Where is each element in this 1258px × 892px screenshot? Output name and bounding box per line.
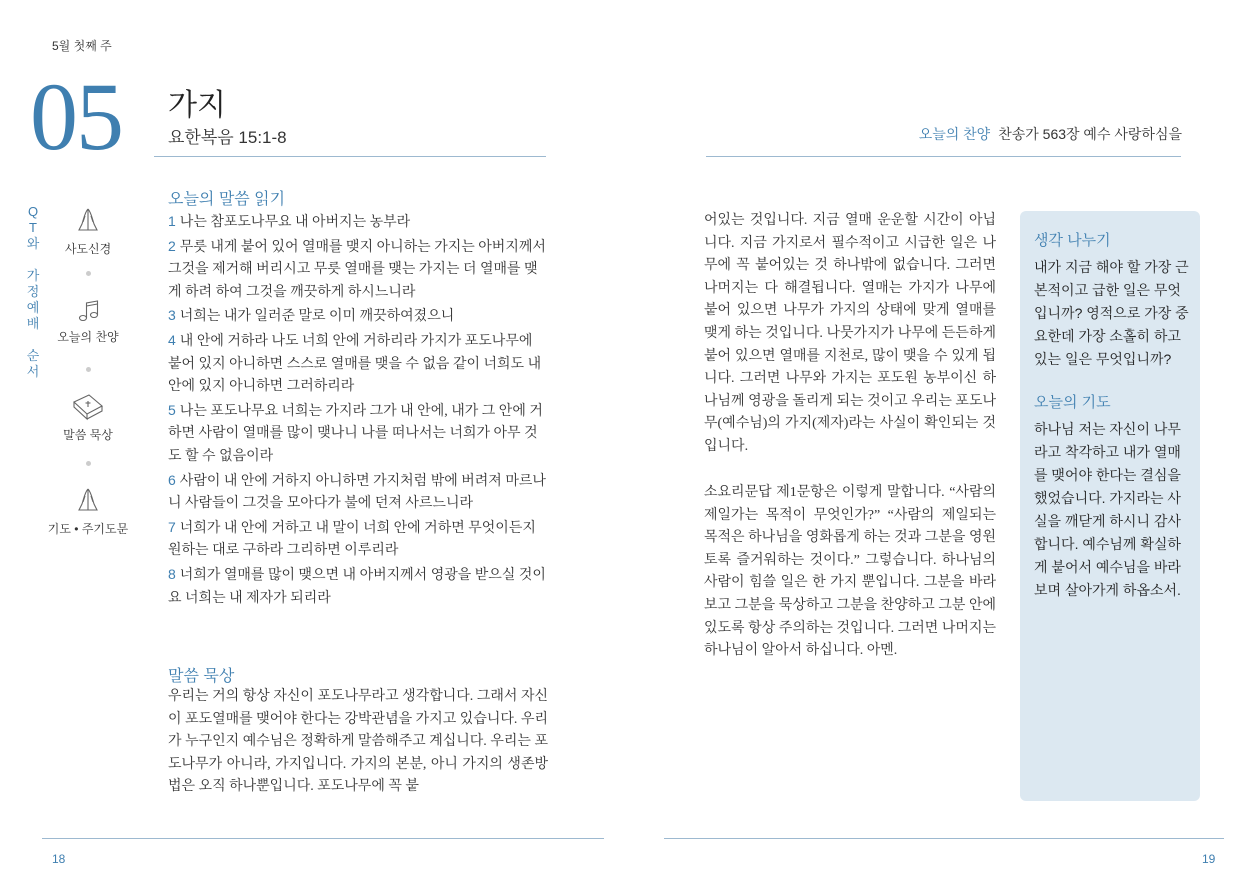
divider-dot xyxy=(86,271,91,276)
week-label: 5월 첫째 주 xyxy=(52,39,112,53)
order-item-label: 오늘의 찬양 xyxy=(57,330,119,344)
verse: 2 무릇 내게 붙어 있어 열매를 맺지 아니하는 가지는 아버지께서 그것을 제거해 버리시고 무릇 열매를 맺는 가지는 더 열매를 맺게 하려 하여 그것을 깨끗하게 하시느니라 xyxy=(168,237,546,300)
order-item-label: 말씀 묵상 xyxy=(63,428,113,442)
meditation-paragraph: 소요리문답 제1문항은 이렇게 말합니다. “사람의 제일가는 목적이 무엇인가?” “사람의 제일되는 목적은 하나님을 영화롭게 하는 것과 그분을 영원토록 즐거워하는 것이다.” 그렇습니다. 하나님의 사람이 힘쓸 일은 한 가지 뿐입니다. 그분을 바라보고 그분을 묵상하고 그분을 찬양하고 그분 안에 있도록 항상 주의하는 것입니다. 그러면 나머지는 하나님이 알아서 하십니다. 아멘. xyxy=(704,485,996,659)
prayer-heading: 오늘의 기도 xyxy=(1034,394,1111,411)
order-item-apostles-creed xyxy=(45,206,131,257)
day-number: 05 xyxy=(30,63,122,170)
hymn-label: 오늘의 찬양 xyxy=(918,126,991,142)
order-item-prayer xyxy=(28,486,148,537)
footer-rule-left xyxy=(42,838,604,839)
verse: 7 너희가 내 안에 거하고 내 말이 너희 안에 거하면 무엇이든지 원하는 대로 구하라 그리하면 이루리라 xyxy=(168,518,536,559)
prayer-text: 하나님 저는 자신이 나무라고 착각하고 내가 열매를 맺어야 한다는 결심을 했었습니다. 가지라는 사실을 깨닫게 하시니 감사합니다. 예수님께 확실하게 붙어서 예수님을 바라보며 살아가게 하옵소서. xyxy=(1034,421,1181,598)
header-rule-right xyxy=(706,156,1181,157)
verse-number: 2 xyxy=(168,237,176,254)
verse-number: 4 xyxy=(168,331,176,348)
page-title: 가지 xyxy=(168,89,226,122)
share-heading: 생각 나누기 xyxy=(1034,232,1111,249)
music-note-icon xyxy=(75,298,101,324)
verse-number: 1 xyxy=(168,213,176,229)
page-number-left: 18 xyxy=(52,852,66,866)
verse: 8 너희가 열매를 많이 맺으면 내 아버지께서 영광을 받으실 것이요 너희는 내 제자가 되리라 xyxy=(168,565,546,606)
praying-hands-icon xyxy=(73,206,103,236)
divider-dot xyxy=(86,367,91,372)
verse-number: 5 xyxy=(168,401,176,418)
scripture-reference: 요한복음 15:1-8 xyxy=(168,128,287,147)
divider-dot xyxy=(86,461,91,466)
qt-vertical-label: Q T 와 가 정 예 배 순 서 xyxy=(26,204,40,379)
share-text: 내가 지금 해야 할 가장 근본적이고 급한 일은 무엇입니까? 영적으로 가장 중요한데 가장 소홀히 하고 있는 일은 무엇입니까? xyxy=(1034,259,1189,367)
meditation-heading: 말씀 묵상 xyxy=(168,668,235,685)
verse: 6 사람이 내 안에 거하지 아니하면 가지처럼 밖에 버려져 마르나니 사람들이 그것을 모아다가 불에 던져 사르느니라 xyxy=(168,471,546,512)
meditation-paragraph-continued: 어있는 것입니다. 지금 열매 운운할 시간이 아닙니다. 지금 가지로서 필수적이고 시급한 일은 나무에 꼭 붙어있는 것 하나밖에 없습니다. 그러면 나머지는 다 해결됩니다. 열매는 가지가 나무에 붙어 있으면 나무가 가지의 상태에 맞게 열매를 맺게 하는 것입니다. 나뭇가지가 나무에 든든하게 붙어 있으면 열매를 지천로, 많이 맺을 수 있게 됩니다. 그러면 나무와 가지는 포도원 농부이신 하나님께 영광을 돌리게 되는 것이고 우리는 포도나무(예수님)의 가지(제자)라는 사실이 확인되는 것입니다. xyxy=(704,213,996,454)
page-number-right: 19 xyxy=(1202,852,1216,866)
verse-number: 6 xyxy=(168,471,176,488)
order-item-hymn xyxy=(45,298,131,345)
footer-rule-right xyxy=(664,838,1224,839)
verse: 4 내 안에 거하라 나도 너희 안에 거하리라 가지가 포도나무에 붙어 있지 아니하면 스스로 열매를 맺을 수 없음 같이 너희도 내 안에 있지 아니하면 그러하리라 xyxy=(168,331,542,395)
order-item-meditation xyxy=(45,392,131,443)
verse-number: 8 xyxy=(168,565,176,582)
hymn-text: 찬송가 563장 예수 사랑하심을 xyxy=(998,126,1182,142)
verse: 1 나는 참포도나무요 내 아버지는 농부라 xyxy=(168,213,411,230)
bible-icon xyxy=(71,392,105,422)
verse-number: 7 xyxy=(168,518,176,535)
order-item-label: 사도신경 xyxy=(64,242,112,256)
praying-hands-icon xyxy=(73,486,103,516)
order-item-label: 기도 • 주기도문 xyxy=(47,522,129,536)
reflection-box xyxy=(1020,211,1200,801)
scripture-text xyxy=(168,210,548,610)
reading-heading: 오늘의 말씀 읽기 xyxy=(168,191,286,208)
hymn-of-the-day xyxy=(919,124,1182,144)
meditation-paragraph: 우리는 거의 항상 자신이 포도나무라고 생각합니다. 그래서 자신이 포도열매를 맺어야 한다는 강박관념을 가지고 있습니다. 우리가 누구인지 예수님은 정확하게 말씀해주고 계십니다. 우리는 포도나무가 아니라, 가지입니다. 가지의 본분, 아니 가지의 생존방법은 오직 하나뿐입니다. 포도나무에 꼭 붙 xyxy=(168,689,548,795)
verse-number: 3 xyxy=(168,307,176,324)
verse: 3 너희는 내가 일러준 말로 이미 깨끗하여졌으니 xyxy=(168,307,455,325)
verse: 5 나는 포도나무요 너희는 가지라 그가 내 안에, 내가 그 안에 거하면 사람이 열매를 많이 맺나니 나를 떠나서는 너희가 아무 것도 할 수 없음이라 xyxy=(168,401,543,464)
header-rule-left xyxy=(154,156,546,157)
